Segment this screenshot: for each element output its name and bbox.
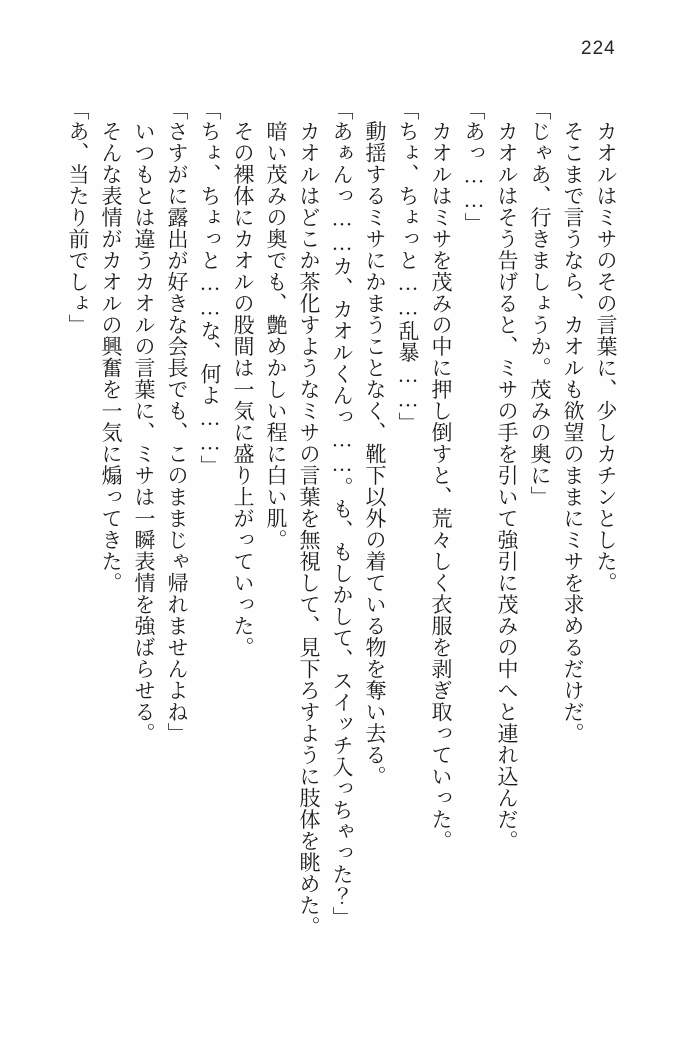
- paragraph: カオルはミサのその言葉に、少しカチンとした。: [594, 99, 618, 594]
- paragraph: カオルはそう告げると、ミサの手を引いて強引に茂みの中へと連れ込んだ。: [495, 99, 519, 852]
- paragraph: そこまで言うなら、カオルも欲望のままにミサを求めるだけだ。: [561, 99, 585, 744]
- paragraph: 「ちょ、ちょっと……な、何よ……」: [198, 99, 222, 477]
- paragraph: その裸体にカオルの股間は一気に盛り上がっていった。: [231, 99, 255, 658]
- paragraph: 「じゃあ、行きましょうか。茂みの奥に」: [528, 99, 552, 508]
- paragraph: 「あぁんっ……カ、カオルくんっ……。も、もしかして、スイッチ入っちゃった？」: [330, 99, 354, 928]
- paragraph: カオルはどこか茶化すようなミサの言葉を無視して、見下ろすように肢体を眺めた。: [297, 99, 321, 938]
- paragraph: 「あっ……」: [462, 99, 486, 234]
- paragraph: そんな表情がカオルの興奮を一気に煽ってきた。: [99, 99, 123, 594]
- paragraph: 動揺するミサにかまうことなく、靴下以外の着ている物を奪い去る。: [363, 99, 387, 787]
- paragraph: 「さすがに露出が好きな会長でも、このままじゃ帰れませんよね」: [165, 99, 189, 744]
- paragraph: いつもとは違うカオルの言葉に、ミサは一瞬表情を強ばらせる。: [132, 99, 156, 744]
- paragraph: 暗い茂みの奥でも、艶めかしい程に白い肌。: [264, 99, 288, 551]
- paragraph: カオルはミサを茂みの中に押し倒すと、荒々しく衣服を剥ぎ取っていった。: [429, 99, 453, 852]
- novel-text: [60, 99, 622, 979]
- page-number: 224: [581, 38, 616, 59]
- paragraph: 「ちょ、ちょっと……乱暴……」: [396, 99, 420, 434]
- paragraph: 「あ、当たり前でしょ」: [66, 99, 90, 336]
